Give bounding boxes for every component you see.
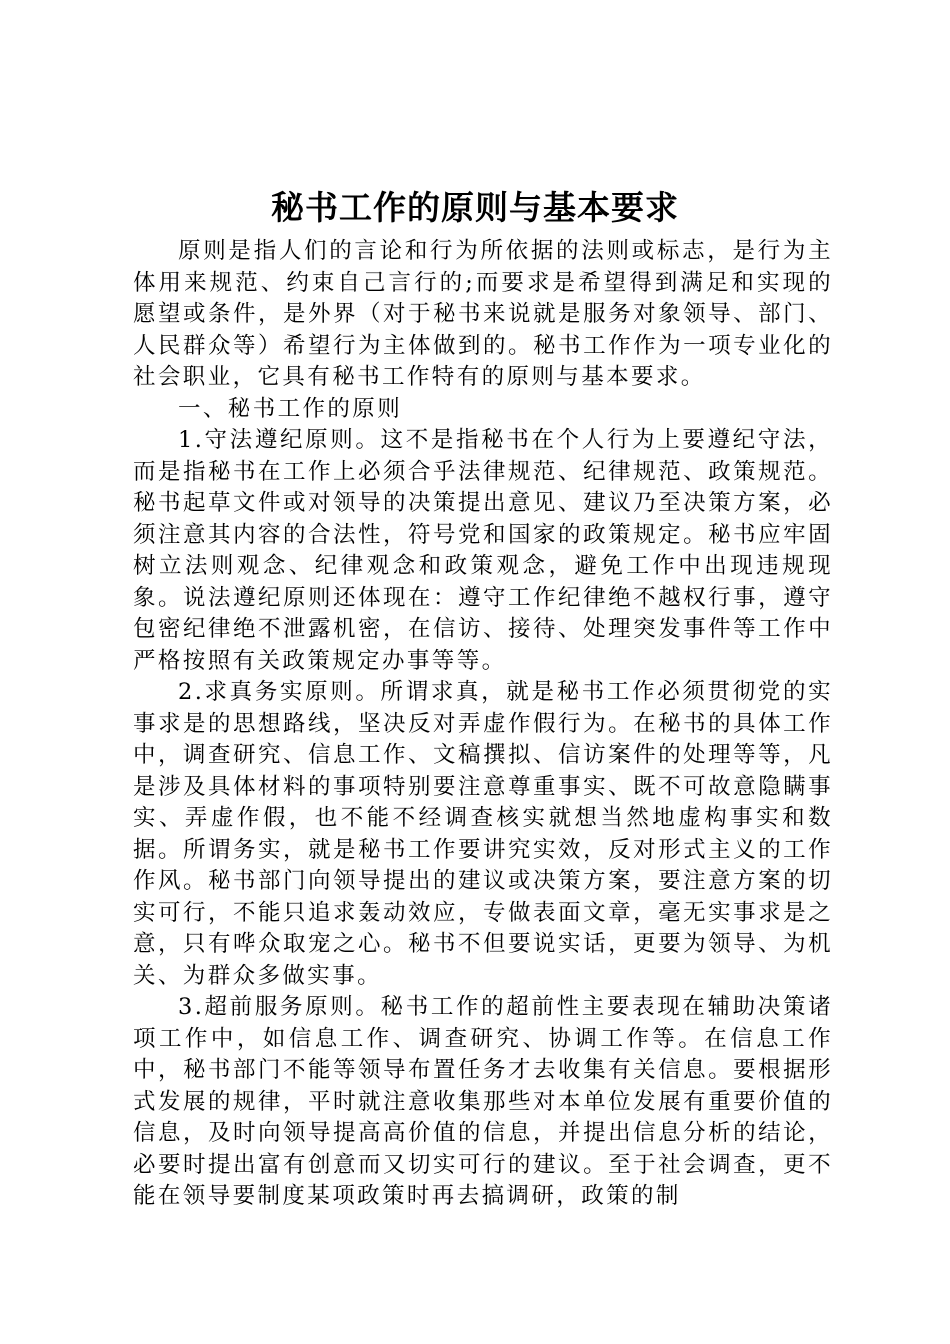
document-title: 秘书工作的原则与基本要求 <box>271 188 679 227</box>
section-heading-principles: 一、秘书工作的原则 <box>178 395 403 422</box>
paragraph-principle-3: 3.超前服务原则。秘书工作的超前性主要表现在辅助决策诸项工作中，如信息工作、调查研究、协调工作等。在信息工作中，秘书部门不能等领导布置任务才去收集有关信息。要根据形式发展的规律，平时就注意收集那些对本单位发展有重要价值的信息，及时向领导提高高价值的信息，并提出信息分析的结论，必要时提出富有创意而又切实可行的建议。至于社会调查，更不能在领导要制度某项政策时再去搞调研，政策的制 <box>133 994 833 1209</box>
document-body <box>133 236 833 1213</box>
paragraph-principle-1: 1.守法遵纪原则。这不是指秘书在个人行为上要遵纪守法，而是指秘书在工作上必须合乎法律规范、纪律规范、政策规范。秘书起草文件或对领导的决策提出意见、建议乃至决策方案，必须注意其内容的合法性，符号党和国家的政策规定。秘书应牢固树立法则观念、纪律观念和政策观念，避免工作中出现违规现象。说法遵纪原则还体现在：遵守工作纪律绝不越权行事，遵守包密纪律绝不泄露机密，在信访、接待、处理突发事件等工作中严格按照有关政策规定办事等等。 <box>133 427 833 674</box>
paragraph-principle-2: 2.求真务实原则。所谓求真，就是秘书工作必须贯彻党的实事求是的思想路线，坚决反对弄虚作假行为。在秘书的具体工作中，调查研究、信息工作、文稿撰拟、信访案件的处理等等，凡是涉及具体材料的事项特别要注意尊重事实、既不可故意隐瞒事实、弄虚作假，也不能不经调查核实就想当然地虚构事实和数据。所谓务实，就是秘书工作要讲究实效，反对形式主义的工作作风。秘书部门向领导提出的建议或决策方案，要注意方案的切实可行，不能只追求轰动效应，专做表面文章，毫无实事求是之意，只有哗众取宠之心。秘书不但要说实话，更要为领导、为机关、为群众多做实事。 <box>133 679 833 989</box>
paragraph-intro: 原则是指人们的言论和行为所依据的法则或标志，是行为主体用来规范、约束自己言行的;而要求是希望得到满足和实现的愿望或条件，是外界（对于秘书来说就是服务对象领导、部门、人民群众等）希望行为主体做到的。秘书工作作为一项专业化的社会职业，它具有秘书工作特有的原则与基本要求。 <box>133 238 833 390</box>
